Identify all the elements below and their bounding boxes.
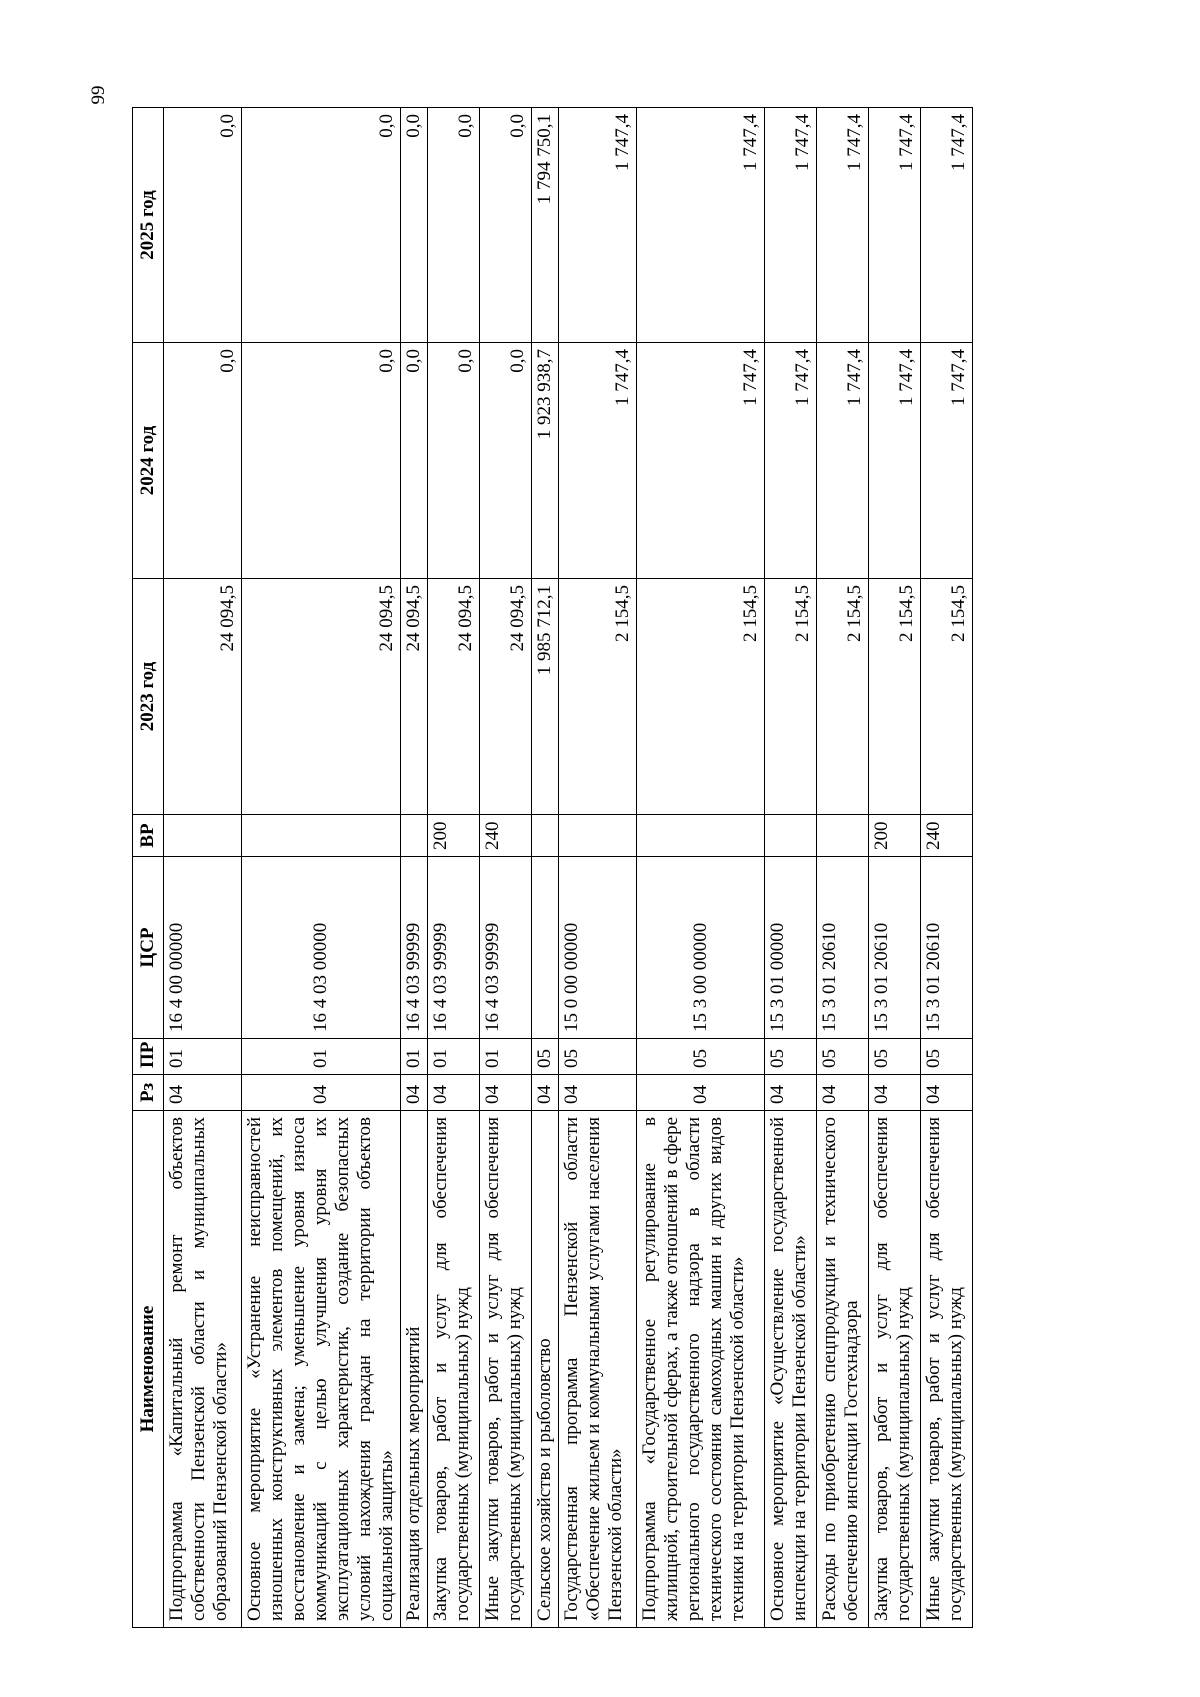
row-vr-cell <box>817 815 869 857</box>
row-csr-cell <box>532 857 559 1039</box>
header-name: Наименование <box>133 1111 164 1628</box>
row-vr-cell: 200 <box>428 815 480 857</box>
row-2023-cell: 24 094,5 <box>428 579 480 815</box>
row-pr-cell: 01 <box>242 1039 401 1075</box>
table-row <box>765 108 817 1628</box>
row-2025-cell: 0,0 <box>242 108 401 343</box>
table-row <box>869 108 921 1628</box>
header-row <box>133 108 164 1628</box>
row-rz-cell: 04 <box>559 1075 637 1111</box>
row-2024-cell: 0,0 <box>242 343 401 579</box>
row-vr-cell: 240 <box>921 815 973 857</box>
row-rz-cell: 04 <box>869 1075 921 1111</box>
row-csr-cell: 16 4 03 99999 <box>480 857 532 1039</box>
table-row <box>242 108 401 1628</box>
table-row <box>532 108 559 1628</box>
header-2023: 2023 год <box>133 579 164 815</box>
row-2023-cell: 2 154,5 <box>637 579 765 815</box>
row-name-cell: Расходы по приобретению спецпродукции и технического обеспечению инспекции Гостехнадзора <box>817 1111 869 1628</box>
row-2023-cell: 1 985 712,1 <box>532 579 559 815</box>
table-row <box>428 108 480 1628</box>
budget-table <box>132 107 973 1628</box>
row-pr-cell: 05 <box>559 1039 637 1075</box>
row-csr-cell: 15 3 01 20610 <box>921 857 973 1039</box>
row-rz-cell: 04 <box>164 1075 242 1111</box>
row-2023-cell: 2 154,5 <box>869 579 921 815</box>
row-2024-cell: 0,0 <box>428 343 480 579</box>
row-csr-cell: 15 0 00 00000 <box>559 857 637 1039</box>
header-csr: ЦСР <box>133 857 164 1039</box>
row-csr-cell: 16 4 00 00000 <box>164 857 242 1039</box>
row-name-cell: Подпрограмма «Государственное регулирование в жилищной, строительной сферах, а также отношений в сфере регионального государственного надзора в области технического состояния самоходных машин и других видов техники на территории Пензенской области» <box>637 1111 765 1628</box>
row-name-cell: Иные закупки товаров, работ и услуг для обеспечения государственных (муниципальных) нужд <box>921 1111 973 1628</box>
row-rz-cell: 04 <box>817 1075 869 1111</box>
row-pr-cell: 05 <box>637 1039 765 1075</box>
row-2025-cell: 0,0 <box>480 108 532 343</box>
row-name-cell: Реализация отдельных мероприятий <box>401 1111 428 1628</box>
row-2024-cell: 1 747,4 <box>637 343 765 579</box>
row-pr-cell: 05 <box>869 1039 921 1075</box>
row-vr-cell <box>559 815 637 857</box>
rotated-table-container <box>132 108 1072 1628</box>
row-rz-cell: 04 <box>921 1075 973 1111</box>
row-2024-cell: 0,0 <box>401 343 428 579</box>
row-2024-cell: 1 747,4 <box>817 343 869 579</box>
row-pr-cell: 05 <box>765 1039 817 1075</box>
row-pr-cell: 05 <box>817 1039 869 1075</box>
row-name-cell: Основное мероприятие «Осуществление государственной инспекции на территории Пензенской области» <box>765 1111 817 1628</box>
table-row <box>559 108 637 1628</box>
row-rz-cell: 04 <box>637 1075 765 1111</box>
row-rz-cell: 04 <box>428 1075 480 1111</box>
row-2023-cell: 24 094,5 <box>164 579 242 815</box>
row-2023-cell: 2 154,5 <box>921 579 973 815</box>
table-row <box>637 108 765 1628</box>
row-rz-cell: 04 <box>532 1075 559 1111</box>
row-vr-cell <box>637 815 765 857</box>
row-2023-cell: 24 094,5 <box>480 579 532 815</box>
row-2025-cell: 1 794 750,1 <box>532 108 559 343</box>
row-name-cell: Подпрограмма «Капитальный ремонт объектов собственности Пензенской области и муниципальных образований Пензенской области» <box>164 1111 242 1628</box>
row-2024-cell: 1 747,4 <box>559 343 637 579</box>
row-2025-cell: 0,0 <box>428 108 480 343</box>
row-2023-cell: 2 154,5 <box>765 579 817 815</box>
header-2025: 2025 год <box>133 108 164 343</box>
row-2023-cell: 2 154,5 <box>817 579 869 815</box>
row-2025-cell: 1 747,4 <box>559 108 637 343</box>
row-name-cell: Закупка товаров, работ и услуг для обеспечения государственных (муниципальных) нужд <box>869 1111 921 1628</box>
table-row <box>401 108 428 1628</box>
row-vr-cell <box>242 815 401 857</box>
row-name-cell: Закупка товаров, работ и услуг для обеспечения государственных (муниципальных) нужд <box>428 1111 480 1628</box>
header-vr: ВР <box>133 815 164 857</box>
row-vr-cell <box>401 815 428 857</box>
row-vr-cell <box>532 815 559 857</box>
row-rz-cell: 04 <box>765 1075 817 1111</box>
row-pr-cell: 01 <box>164 1039 242 1075</box>
table-row <box>817 108 869 1628</box>
row-rz-cell: 04 <box>242 1075 401 1111</box>
row-csr-cell: 16 4 03 99999 <box>401 857 428 1039</box>
row-2025-cell: 1 747,4 <box>869 108 921 343</box>
row-pr-cell: 01 <box>401 1039 428 1075</box>
row-2025-cell: 1 747,4 <box>921 108 973 343</box>
row-2024-cell: 1 747,4 <box>921 343 973 579</box>
row-2025-cell: 0,0 <box>164 108 242 343</box>
table-row <box>921 108 973 1628</box>
table-row <box>164 108 242 1628</box>
row-2024-cell: 1 747,4 <box>869 343 921 579</box>
row-pr-cell: 05 <box>921 1039 973 1075</box>
row-2023-cell: 24 094,5 <box>401 579 428 815</box>
row-csr-cell: 15 3 01 20610 <box>869 857 921 1039</box>
row-2024-cell: 1 923 938,7 <box>532 343 559 579</box>
row-csr-cell: 16 4 03 99999 <box>428 857 480 1039</box>
table-row <box>480 108 532 1628</box>
row-2023-cell: 2 154,5 <box>559 579 637 815</box>
row-2025-cell: 0,0 <box>401 108 428 343</box>
row-pr-cell: 05 <box>532 1039 559 1075</box>
header-2024: 2024 год <box>133 343 164 579</box>
row-csr-cell: 15 3 01 20610 <box>817 857 869 1039</box>
row-name-cell: Основное мероприятие «Устранение неисправностей изношенных конструктивных элементов помещений, их восстановление и замена; уменьшение уровня износа коммуникаций с целью улучшения уровня их эксплуатационных характеристик, создание безопасных условий нахождения граждан на территории объектов социальной защиты» <box>242 1111 401 1628</box>
row-name-cell: Государственная программа Пензенской области «Обеспечение жильем и коммунальными услугами населения Пензенской области» <box>559 1111 637 1628</box>
row-2024-cell: 0,0 <box>164 343 242 579</box>
row-2025-cell: 1 747,4 <box>765 108 817 343</box>
row-rz-cell: 04 <box>480 1075 532 1111</box>
header-rz: Рз <box>133 1075 164 1111</box>
row-csr-cell: 16 4 03 00000 <box>242 857 401 1039</box>
row-vr-cell <box>765 815 817 857</box>
header-pr: ПР <box>133 1039 164 1075</box>
row-2024-cell: 0,0 <box>480 343 532 579</box>
page-number: 99 <box>88 85 109 105</box>
row-2025-cell: 1 747,4 <box>637 108 765 343</box>
row-2025-cell: 1 747,4 <box>817 108 869 343</box>
row-2023-cell: 24 094,5 <box>242 579 401 815</box>
row-csr-cell: 15 3 00 00000 <box>637 857 765 1039</box>
row-csr-cell: 15 3 01 00000 <box>765 857 817 1039</box>
row-vr-cell: 240 <box>480 815 532 857</box>
row-name-cell: Сельское хозяйство и рыболовство <box>532 1111 559 1628</box>
row-vr-cell <box>164 815 242 857</box>
row-name-cell: Иные закупки товаров, работ и услуг для обеспечения государственных (муниципальных) нужд <box>480 1111 532 1628</box>
row-2024-cell: 1 747,4 <box>765 343 817 579</box>
row-pr-cell: 01 <box>428 1039 480 1075</box>
row-vr-cell: 200 <box>869 815 921 857</box>
row-rz-cell: 04 <box>401 1075 428 1111</box>
row-pr-cell: 01 <box>480 1039 532 1075</box>
